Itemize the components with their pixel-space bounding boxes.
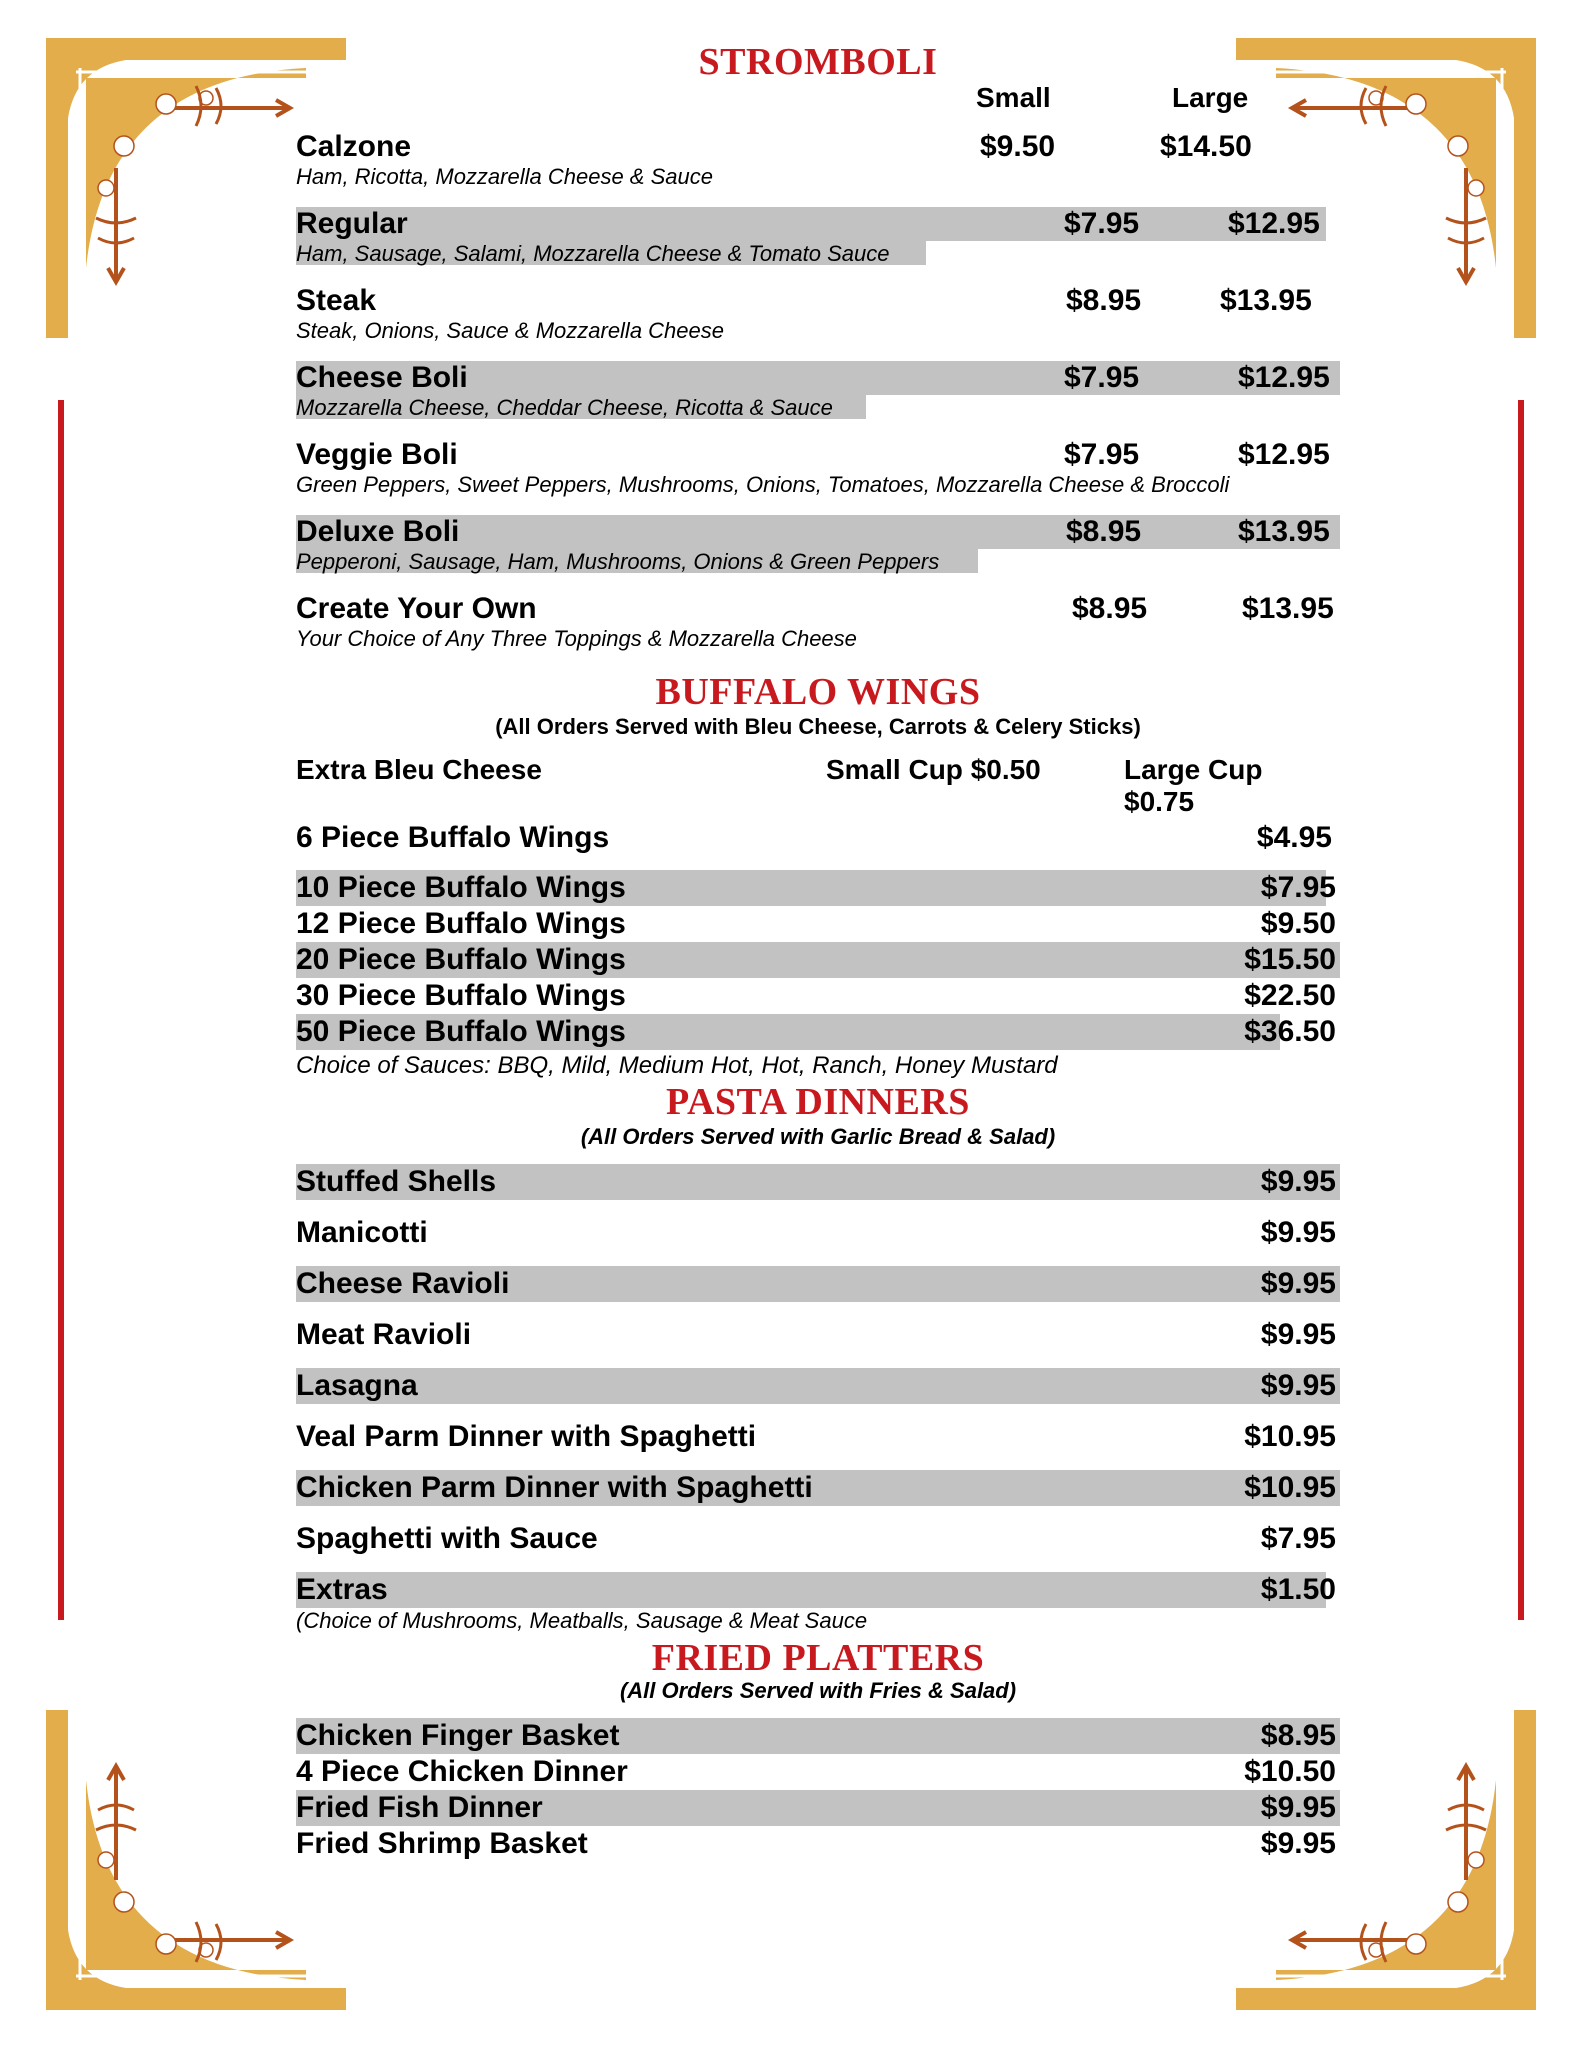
item-desc: Ham, Sausage, Salami, Mozzarella Cheese & Tomato Sauce (296, 241, 890, 266)
item-name: Cheese Ravioli (296, 1267, 510, 1300)
item-name: Chicken Finger Basket (296, 1719, 620, 1752)
price-large: $12.95 (1228, 207, 1320, 240)
price-small: $8.95 (1066, 284, 1142, 317)
item-price: $10.50 (1244, 1755, 1336, 1788)
item-name: Fried Fish Dinner (296, 1791, 543, 1824)
fried-item (296, 1754, 1340, 1790)
extra-bleu-small-price: Small Cup $0.50 (826, 754, 1041, 785)
item-price: $9.95 (1260, 1165, 1336, 1198)
item-price: $36.50 (1244, 1015, 1336, 1048)
item-name: Steak (296, 284, 377, 317)
item-name: 12 Piece Buffalo Wings (296, 907, 626, 940)
pasta-item (296, 1266, 1340, 1302)
fried-note: (All Orders Served with Fries & Salad) (619, 1678, 1017, 1703)
item-name: Chicken Parm Dinner with Spaghetti (296, 1471, 813, 1504)
extra-bleu-large-price: Large Cup $0.75 (1124, 754, 1263, 817)
price-small: $9.50 (980, 130, 1056, 163)
pasta-item (296, 1368, 1340, 1404)
item-name: 6 Piece Buffalo Wings (296, 821, 610, 854)
price-large: $13.95 (1220, 284, 1312, 317)
item-price: $9.95 (1260, 1369, 1336, 1402)
item-price: $9.50 (1260, 907, 1336, 940)
item-price: $1.50 (1260, 1573, 1336, 1606)
price-small: $7.95 (1064, 361, 1140, 394)
item-price: $10.95 (1244, 1471, 1336, 1504)
pasta-item (296, 1215, 1340, 1251)
item-name: Calzone (296, 130, 412, 163)
item-price: $22.50 (1244, 979, 1336, 1012)
price-large: $12.95 (1238, 438, 1330, 471)
stromboli-item-veggie-boli (296, 438, 1340, 512)
wings-sauces-note: Choice of Sauces: BBQ, Mild, Medium Hot, Hot, Ranch, Honey Mustard (296, 1052, 1058, 1079)
col-large-label: Large (1172, 82, 1249, 113)
wings-item (296, 942, 1340, 978)
item-name: Cheese Boli (296, 361, 468, 394)
item-price: $9.95 (1260, 1827, 1336, 1860)
fried-item (296, 1826, 1340, 1862)
wings-item (296, 906, 1340, 942)
item-desc: Mozzarella Cheese, Cheddar Cheese, Ricotta & Sauce (296, 395, 833, 420)
item-price: $7.95 (1260, 1522, 1336, 1555)
item-price: $9.95 (1260, 1267, 1336, 1300)
pasta-heading: PASTA DINNERS (666, 1081, 970, 1123)
row-highlight (296, 1572, 1326, 1608)
stromboli-item-deluxe-boli (296, 515, 1340, 589)
right-red-rule (1518, 400, 1524, 1620)
item-name: 10 Piece Buffalo Wings (296, 871, 626, 904)
item-name: Extras (296, 1573, 388, 1606)
pasta-note: (All Orders Served with Garlic Bread & Salad) (580, 1124, 1056, 1149)
item-name: Veal Parm Dinner with Spaghetti (296, 1420, 757, 1453)
stromboli-item-regular (296, 207, 1340, 281)
pasta-item (296, 1470, 1340, 1506)
item-price: $4.95 (1256, 821, 1332, 854)
item-name: 20 Piece Buffalo Wings (296, 943, 626, 976)
item-desc: Green Peppers, Sweet Peppers, Mushrooms, Onions, Tomatoes, Mozzarella Cheese & Broccoli (296, 472, 1230, 497)
item-price: $9.95 (1260, 1216, 1336, 1249)
price-large: $13.95 (1242, 592, 1334, 625)
item-name: Veggie Boli (296, 438, 458, 471)
item-desc: Ham, Ricotta, Mozzarella Cheese & Sauce (296, 164, 713, 189)
item-name: Stuffed Shells (296, 1165, 497, 1198)
extra-bleu-cheese-label: Extra Bleu Cheese (296, 754, 542, 785)
wings-item (296, 870, 1340, 906)
pasta-extras-note: (Choice of Mushrooms, Meatballs, Sausage & Meat Sauce (296, 1608, 868, 1633)
col-small-label: Small (976, 82, 1051, 113)
left-red-rule (58, 400, 64, 1620)
price-large: $13.95 (1238, 515, 1330, 548)
item-price: $9.95 (1260, 1318, 1336, 1351)
item-name: Lasagna (296, 1369, 418, 1402)
item-name: Regular (296, 207, 408, 240)
wings-item (296, 820, 1340, 856)
stromboli-item-calzone (296, 130, 1340, 204)
item-price: $10.95 (1244, 1420, 1336, 1453)
item-name: Spaghetti with Sauce (296, 1522, 598, 1555)
price-large: $14.50 (1160, 130, 1252, 163)
item-price: $7.95 (1260, 871, 1336, 904)
pasta-item (296, 1164, 1340, 1200)
wings-item (296, 978, 1340, 1014)
wings-heading: BUFFALO WINGS (655, 671, 981, 713)
stromboli-item-steak (296, 284, 1340, 358)
pasta-item (296, 1419, 1340, 1455)
fried-item (296, 1718, 1340, 1754)
price-large: $12.95 (1238, 361, 1330, 394)
stromboli-heading: STROMBOLI (698, 41, 938, 83)
item-desc: Your Choice of Any Three Toppings & Mozzarella Cheese (296, 626, 857, 651)
pasta-item (296, 1317, 1340, 1353)
item-desc: Steak, Onions, Sauce & Mozzarella Cheese (296, 318, 725, 343)
item-name: 4 Piece Chicken Dinner (296, 1755, 628, 1788)
stromboli-item-cheese-boli (296, 361, 1340, 435)
price-small: $8.95 (1066, 515, 1142, 548)
item-name: Deluxe Boli (296, 515, 460, 548)
pasta-item (296, 1521, 1340, 1557)
fried-heading: FRIED PLATTERS (651, 1637, 985, 1679)
wings-note: (All Orders Served with Bleu Cheese, Carrots & Celery Sticks) (495, 714, 1141, 739)
item-desc: Pepperoni, Sausage, Ham, Mushrooms, Onions & Green Peppers (296, 549, 940, 574)
price-small: $7.95 (1064, 207, 1140, 240)
wings-item (296, 1014, 1340, 1050)
item-name: Manicotti (296, 1216, 428, 1249)
item-price: $9.95 (1260, 1791, 1336, 1824)
row-highlight (296, 207, 1326, 241)
row-highlight (296, 1368, 1340, 1404)
item-name: Create Your Own (296, 592, 537, 625)
price-small: $7.95 (1064, 438, 1140, 471)
stromboli-item-create-your-own (296, 592, 1340, 666)
item-name: 30 Piece Buffalo Wings (296, 979, 626, 1012)
item-price: $15.50 (1244, 943, 1336, 976)
item-name: Meat Ravioli (296, 1318, 472, 1351)
item-name: Fried Shrimp Basket (296, 1827, 588, 1860)
item-name: 50 Piece Buffalo Wings (296, 1015, 626, 1048)
pasta-item (296, 1572, 1340, 1608)
fried-item (296, 1790, 1340, 1826)
item-price: $8.95 (1260, 1719, 1336, 1752)
price-small: $8.95 (1072, 592, 1148, 625)
